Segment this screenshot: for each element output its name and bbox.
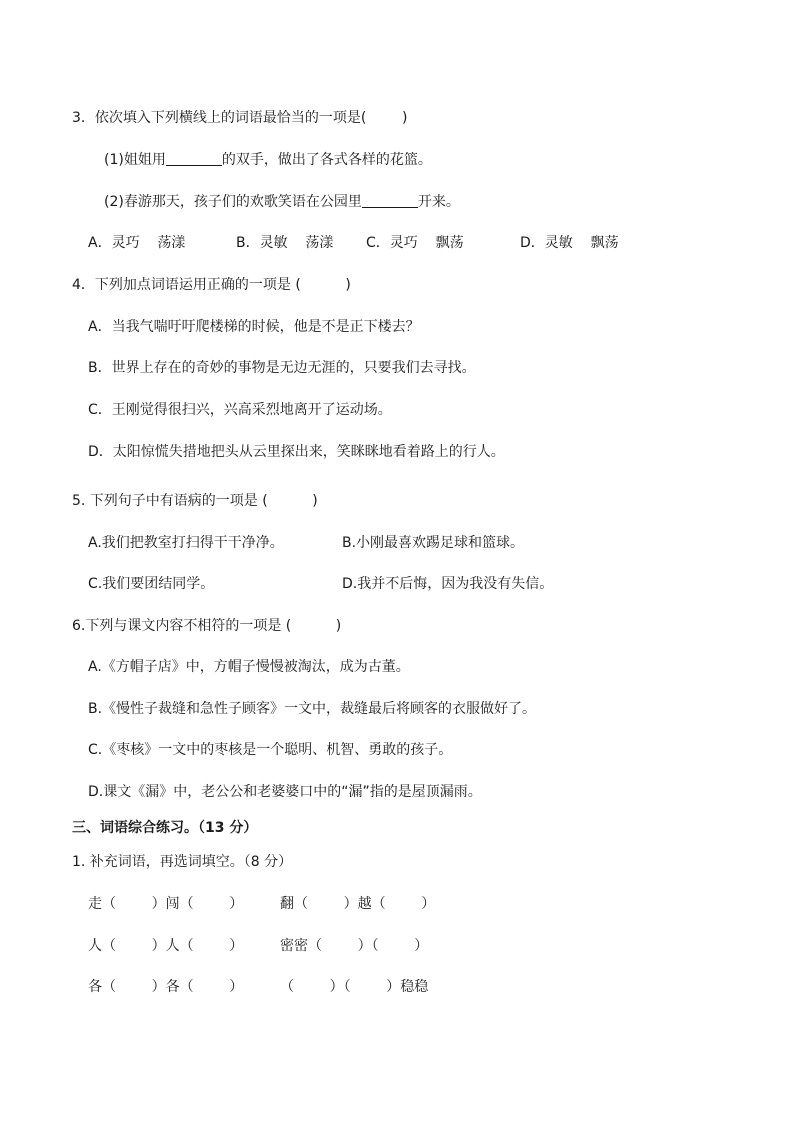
word-fill-row2-left[interactable]: 人（ ）人（ ） xyxy=(88,938,244,954)
q3-s2-post: 开来。 xyxy=(417,194,460,210)
word-fill-row1-left[interactable]: 走（ ）闯（ ） xyxy=(88,896,244,912)
section-3-title: 三、词语综合练习。（13 分） xyxy=(72,820,258,836)
q6-option-b[interactable]: B.《慢性子裁缝和急性子顾客》一文中，裁缝最后将顾客的衣服做好了。 xyxy=(88,701,537,717)
q4-title: 4．下列加点词语运用正确的一项是 ( ) xyxy=(72,277,351,293)
q4-option-a[interactable]: A．当我气喘吁吁爬楼梯的时候，他是不是正下楼去？ xyxy=(88,319,420,335)
q4-option-d[interactable]: D．太阳惊慌失措地把头从云里探出来，笑眯眯地看着路上的行人。 xyxy=(88,444,505,460)
q4-option-b[interactable]: B．世界上存在的奇妙的事物是无边无涯的，只要我们去寻找。 xyxy=(88,360,476,376)
q3-title: 3．依次填入下列横线上的词语最恰当的一项是( ) xyxy=(72,110,408,126)
word-fill-row1-right[interactable]: 翻（ ）越（ ） xyxy=(280,896,436,912)
q3-s1-post: 的双手，做出了各式各样的花篮。 xyxy=(221,152,432,168)
q3-s1-pre: (1)姐姐用 xyxy=(104,152,166,168)
q3-option-b[interactable]: B．灵敏 荡漾 xyxy=(236,235,334,251)
q3-blank-2[interactable] xyxy=(362,193,418,208)
q5-option-a[interactable]: A.我们把教室打扫得干干净净。 xyxy=(88,535,284,551)
q5-option-d[interactable]: D.我并不后悔，因为我没有失信。 xyxy=(342,576,554,592)
q3-s2-pre: (2)春游那天，孩子们的欢歌笑语在公园里 xyxy=(104,194,362,210)
q3-option-c[interactable]: C．灵巧 飘荡 xyxy=(366,235,464,251)
q5-option-b[interactable]: B.小刚最喜欢踢足球和篮球。 xyxy=(342,535,525,551)
q6-option-a[interactable]: A.《方帽子店》中，方帽子慢慢被淘汰，成为古董。 xyxy=(88,659,410,675)
q6-option-d[interactable]: D.课文《漏》中，老公公和老婆婆口中的“漏”指的是屋顶漏雨。 xyxy=(88,784,482,800)
word-fill-row3-left[interactable]: 各（ ）各（ ） xyxy=(88,979,244,995)
q6-option-c[interactable]: C.《枣核》一文中的枣核是一个聪明、机智、勇敢的孩子。 xyxy=(88,742,453,758)
word-fill-row2-right[interactable]: 密密（ ）（ ） xyxy=(280,938,429,954)
q3-blank-1[interactable] xyxy=(166,151,222,166)
q3-sentence-1 xyxy=(104,150,432,170)
q5-title: 5. 下列句子中有语病的一项是 ( ) xyxy=(72,493,318,509)
section-3-q1-title: 1. 补充词语，再选词填空。（8 分） xyxy=(72,854,293,870)
q3-option-a[interactable]: A．灵巧 荡漾 xyxy=(88,235,186,251)
q4-option-c[interactable]: C．王刚觉得很扫兴，兴高采烈地离开了运动场。 xyxy=(88,402,392,418)
q3-sentence-2 xyxy=(104,192,460,212)
q6-title: 6.下列与课文内容不相符的一项是 ( ) xyxy=(72,618,342,634)
q3-option-d[interactable]: D．灵敏 飘荡 xyxy=(520,235,619,251)
q5-option-c[interactable]: C.我们要团结同学。 xyxy=(88,576,215,592)
word-fill-row3-right[interactable]: （ ）（ ）稳稳 xyxy=(280,979,429,995)
